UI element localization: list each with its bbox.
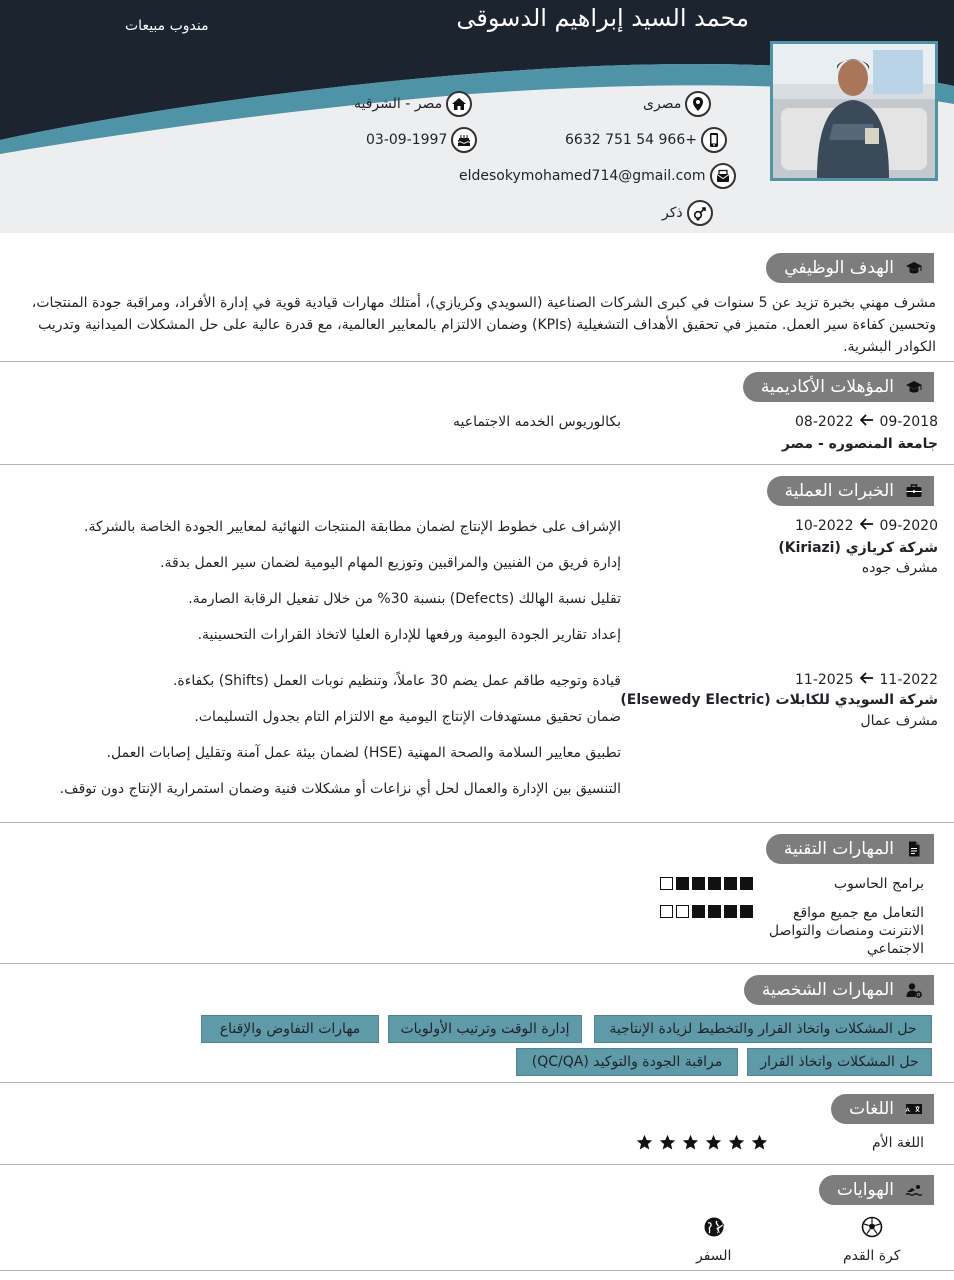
skill-square-filled [676,877,689,890]
skill-square-filled [740,905,753,918]
soft-skill-tag: حل المشكلات واتخاذ القرار [747,1048,932,1076]
arrow-left-icon [860,518,874,534]
user-gear-icon [904,980,924,1000]
language-label: اللغة الأم [871,1135,924,1151]
job1-end-date: 10-2022 [795,518,854,534]
job2-company: شركة السويدي للكابلات (Elsewedy Electric) [620,692,938,708]
nationality-text: مصرى [643,96,682,112]
star-icon [636,1134,653,1151]
globe-plane-icon [703,1216,725,1242]
skill-square-empty [660,905,673,918]
job2-start-date: 11-2022 [879,672,938,688]
hobby-label: كرة القدم [843,1248,901,1264]
objective-section-title [766,253,934,283]
job2-role: مشرف عمال [860,713,938,729]
svg-text:A: A [905,1106,910,1114]
soft-skill-tag: حل المشكلات واتخاذ القرار والتخطيط لزيادة الإنتاجية [594,1015,932,1043]
job1-bullet: تقليل نسبة الهالك (Defects) بنسبة 30% من خلال تفعيل الرقابة الصارمة. [188,591,621,607]
section-divider [0,822,954,823]
skill-square-filled [692,905,705,918]
section-divider [0,1082,954,1083]
languages-section-title [831,1094,934,1124]
skill-square-empty [660,877,673,890]
job2-end-date: 11-2025 [795,672,854,688]
job1-date-range [795,518,938,534]
job1-bullets [84,518,621,662]
experience-section-title [767,476,934,506]
mobile-phone-icon [701,127,727,153]
experience-title-text: الخبرات العملية [784,481,894,501]
job1-start-date: 09-2020 [879,518,938,534]
briefcase-icon [904,481,924,501]
hobby-item-travel [696,1216,731,1264]
soft-skills-title-text: المهارات الشخصية [761,980,894,1000]
skill-square-filled [724,877,737,890]
education-end-date: 08-2022 [795,414,854,430]
birthday-cake-icon [451,127,477,153]
soccer-ball-icon [861,1216,883,1242]
education-title-text: المؤهلات الأكاديمية [760,377,894,397]
candidate-name: محمد السيد إبراهيم الدسوقى [456,4,749,32]
swimmer-icon [904,1180,924,1200]
nationality-item [643,91,711,117]
skill-square-filled [708,905,721,918]
hobbies-section-title [819,1175,934,1205]
job2-bullets [60,672,621,816]
star-icon [682,1134,699,1151]
gender-icon [687,200,713,226]
hobby-label: السفر [696,1248,732,1264]
job-title: مندوب مبيعات [125,18,209,34]
section-divider [0,361,954,362]
job2-bullet: ضمان تحقيق مستهدفات الإنتاج اليومية مع الالتزام التام بجدول التسليمات. [194,709,621,725]
section-divider [0,1270,954,1271]
address-item [354,91,472,117]
email-item [459,163,736,189]
skill-square-filled [708,877,721,890]
job1-bullet: الإشراف على خطوط الإنتاج لضمان مطابقة المنتجات النهائية لمعايير الجودة الخاصة بالشركة. [84,519,621,535]
tech-skill-level [660,905,753,918]
soft-skill-tag: مراقبة الجودة والتوكيد (QC/QA) [516,1048,738,1076]
education-school: جامعة المنصوره - مصر [781,436,938,452]
section-divider [0,1164,954,1165]
skill-square-filled [724,905,737,918]
star-icon [659,1134,676,1151]
star-icon [728,1134,745,1151]
section-divider [0,963,954,964]
phone-item [565,127,727,153]
tech-skills-section-title [766,834,934,864]
skill-square-empty [676,905,689,918]
person-photo-illustration [773,44,935,178]
job1-bullet: إدارة فريق من الفنيين والمراقبين وتوزيع المهام اليومية لضمان سير العمل بدقة. [160,555,621,571]
tech-skills-title-text: المهارات التقنية [783,839,894,859]
header [0,0,954,233]
document-icon [904,839,924,859]
graduation-cap-icon [904,377,924,397]
tech-skill-label: التعامل مع جميع مواقع الانترنت ومنصات والتواصل الاجتماعي [768,905,924,957]
arrow-left-icon [860,672,874,688]
languages-title-text: اللغات [849,1099,894,1119]
job1-company: شركة كريازي (Kiriazi) [778,540,938,556]
job2-bullet: التنسيق بين الإدارة والعمال لحل أي نزاعات أو مشكلات فنية وضمان استمرارية الإنتاج دون توقف. [59,781,621,797]
objective-title-text: الهدف الوظيفي [784,258,894,278]
home-icon [446,91,472,117]
email-text[interactable]: eldesokymohamed714@gmail.com [459,168,706,184]
birth-date-item [366,127,477,153]
job2-date-range [795,672,938,688]
star-icon [751,1134,768,1151]
job1-bullet: إعداد تقارير الجودة اليومية ورفعها للإدارة العليا لاتخاذ القرارات التحسينية. [197,627,621,643]
email-icon [710,163,736,189]
job2-bullet: قيادة وتوجيه طاقم عمل يضم 30 عاملاً، وتنظيم نوبات العمل (Shifts) بكفاءة. [172,673,621,689]
skill-square-filled [692,877,705,890]
education-section-title [743,372,934,402]
birth-date-text: 03-09-1997 [366,132,448,148]
graduation-cap-icon [904,258,924,278]
star-icon [705,1134,722,1151]
hobbies-title-text: الهوايات [836,1180,894,1200]
education-degree: بكالوريوس الخدمه الاجتماعيه [452,414,621,430]
objective-text: مشرف مهني بخبرة تزيد عن 5 سنوات في كبرى الشركات الصناعية (السويدي وكريازي)، أمتلك مهارات قيادية قوية في إدارة الأفراد، ومراقبة جودة المنتجات، وتحسين كفاءة سير العمل. متميز في تحقيق الأهداف التشغيلية (KPIs) وضمان الالتزام بالمعايير العالمية، مع قدرة عالية على حل المشكلات الميدانية وتدريب الكوادر البشرية. [31,295,936,355]
language-rating [636,1134,768,1151]
gender-item [662,200,713,226]
address-text: مصر - الشرقيه [354,96,443,112]
soft-skill-tag: إدارة الوقت وترتيب الأولويات [388,1015,582,1043]
tech-skill-label: برامج الحاسوب [833,876,924,892]
location-pin-icon [685,91,711,117]
tech-skill-level [660,877,753,890]
skill-square-filled [740,877,753,890]
arrow-left-icon [860,414,874,430]
job2-bullet: تطبيق معايير السلامة والصحة المهنية (HSE) لضمان بيئة عمل آمنة وتقليل إصابات العمل. [106,745,621,761]
soft-skill-tag: مهارات التفاوض والإقناع [201,1015,379,1043]
gender-text: ذكر [662,205,683,221]
education-date-range [795,414,938,430]
job1-role: مشرف جوده [861,560,938,576]
profile-photo [770,41,938,181]
education-start-date: 09-2018 [879,414,938,430]
hobby-item-football [843,1216,900,1264]
phone-text: 6632 751 54 966+ [565,132,697,148]
soft-skills-section-title [744,975,934,1005]
section-divider [0,464,954,465]
language-icon [904,1099,924,1119]
